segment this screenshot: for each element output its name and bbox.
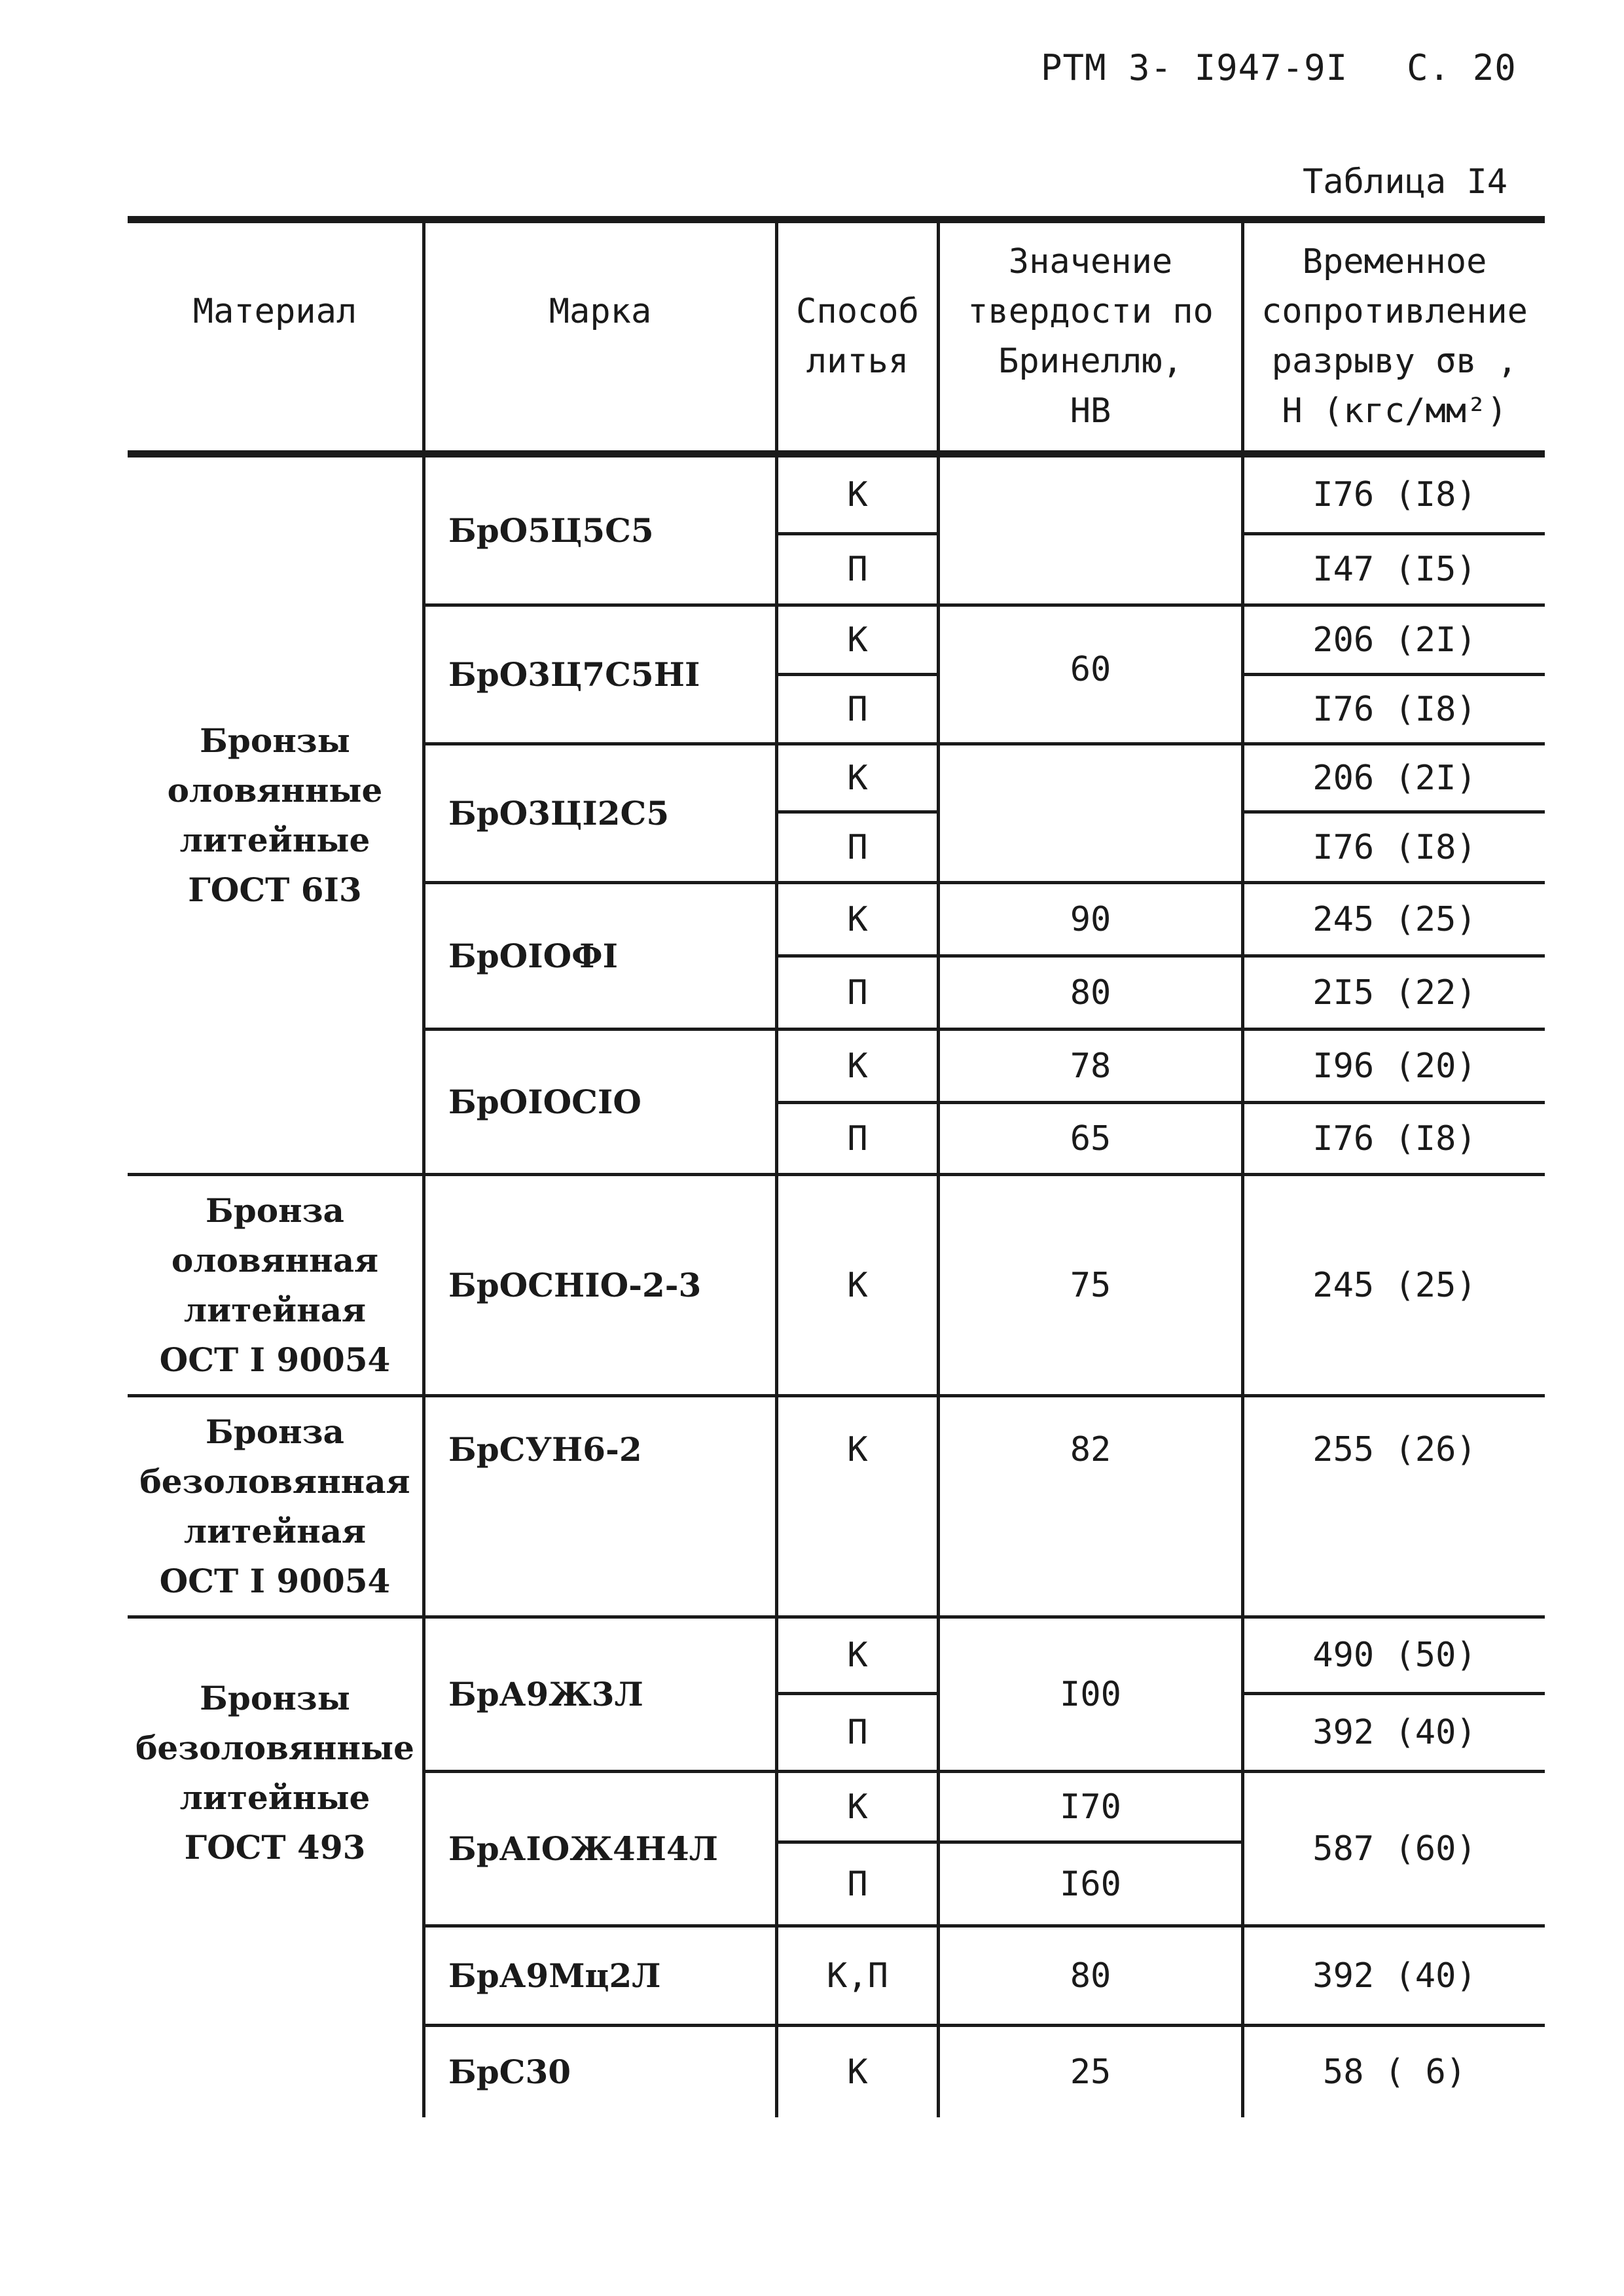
header-strength: Временное сопротивление разрыву σв , Н (кгс/мм²) [1261, 242, 1528, 431]
hardness-cell: 90 [1070, 899, 1111, 939]
header-bottom-rule [128, 450, 1545, 457]
grade-cell: БрС30 [448, 2053, 571, 2091]
casting-method-cell: К [847, 475, 868, 514]
hardness-cell-merged: 60 [1070, 649, 1111, 689]
casting-method-cell: К [847, 620, 868, 660]
material-cell: Бронза безоловянная литейная ОСТ I 90054 [139, 1412, 410, 1600]
casting-method-cell: К [847, 758, 868, 798]
document-code: РТМ 3- I947-9I [1041, 47, 1348, 88]
material-cell: Бронзы безоловянные литейные ГОСТ 493 [135, 1679, 414, 1867]
strength-cell: 2I5 (22) [1312, 973, 1477, 1013]
strength-cell: 392 (40) [1312, 1956, 1477, 1996]
hardness-cell: I70 [1060, 1787, 1121, 1827]
casting-method-cell: К [847, 1787, 868, 1827]
casting-method-cell: К [847, 1046, 868, 1086]
material-cell: Бронза оловянная литейная ОСТ I 90054 [159, 1191, 391, 1379]
strength-cell: 392 (40) [1312, 1713, 1477, 1752]
casting-method-cell: П [847, 689, 868, 729]
col-rule [422, 216, 425, 2117]
strength-cell: 245 (25) [1312, 1265, 1477, 1305]
strength-cell: 490 (50) [1312, 1636, 1477, 1675]
strength-cell: I76 (I8) [1312, 827, 1477, 867]
casting-method-cell: П [847, 1713, 868, 1752]
grade-cell: БрО3Ц7С5НI [448, 655, 700, 694]
casting-method-cell: П [847, 550, 868, 589]
casting-method-cell: К [847, 2053, 868, 2092]
casting-method-cell: К [847, 1636, 868, 1675]
strength-cell: I76 (I8) [1312, 1119, 1477, 1158]
header-material: Материал [192, 292, 357, 331]
strength-cell: 245 (25) [1312, 899, 1477, 939]
grade-cell: БрСУН6-2 [448, 1430, 642, 1469]
casting-method-cell: П [847, 1864, 868, 1904]
strength-cell: 206 (2I) [1312, 758, 1477, 798]
strength-cell: 206 (2I) [1312, 620, 1477, 660]
grade-cell: БрОIОСIО [448, 1082, 641, 1121]
material-cell: Бронзы оловянные литейные ГОСТ 6I3 [167, 721, 383, 909]
hardness-cell: 25 [1070, 2053, 1111, 2092]
casting-method-cell: К [847, 899, 868, 939]
casting-method-cell: П [847, 827, 868, 867]
casting-method-cell: П [847, 1119, 868, 1158]
casting-method-cell: К [847, 1430, 868, 1469]
casting-method-cell: П [847, 973, 868, 1013]
hardness-cell: 80 [1070, 1956, 1111, 1996]
hardness-cell: 82 [1070, 1430, 1111, 1469]
hardness-cell: 75 [1070, 1265, 1111, 1305]
grade-cell: БрОIОФI [448, 936, 619, 975]
table-top-rule [128, 216, 1545, 223]
strength-cell: 255 (26) [1312, 1430, 1477, 1469]
strength-cell: I76 (I8) [1312, 689, 1477, 729]
grade-cell: БрА9Ж3Л [448, 1674, 643, 1713]
header-casting-method: Способ литья [796, 292, 919, 381]
hardness-cell: 65 [1070, 1119, 1111, 1158]
strength-cell: I76 (I8) [1312, 475, 1477, 514]
grade-cell: БрА9Мц2Л [448, 1956, 661, 1995]
hardness-cell: 80 [1070, 973, 1111, 1013]
grade-cell: БрО5Ц5С5 [448, 511, 654, 550]
strength-cell: I96 (20) [1312, 1046, 1477, 1086]
grade-cell: БрО3ЦI2С5 [448, 793, 670, 833]
header-hardness: Значение твердости по Бринеллю, НВ [967, 242, 1214, 431]
hardness-cell: I60 [1060, 1864, 1121, 1904]
grade-cell: БрАIОЖ4Н4Л [448, 1829, 718, 1868]
hardness-cell-merged: I00 [1060, 1674, 1121, 1714]
strength-cell-merged: 587 (60) [1312, 1829, 1477, 1869]
strength-cell: I47 (I5) [1312, 550, 1477, 589]
table-caption: Таблица I4 [1303, 162, 1508, 202]
casting-method-cell: К [847, 1265, 868, 1305]
strength-cell: 58 ( 6) [1322, 2053, 1467, 2092]
header-grade: Марка [549, 292, 652, 331]
hardness-cell: 78 [1070, 1046, 1111, 1086]
casting-method-cell: К,П [827, 1956, 888, 1996]
page-number: С. 20 [1407, 47, 1517, 88]
grade-cell: БрОСНIО-2-3 [448, 1265, 702, 1304]
